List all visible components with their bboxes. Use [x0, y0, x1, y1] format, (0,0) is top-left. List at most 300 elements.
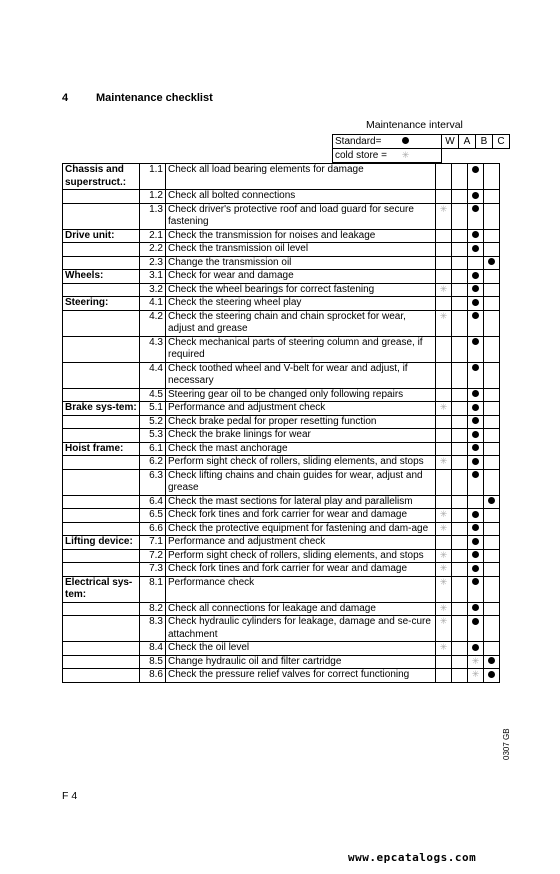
interval-cell-a [452, 297, 468, 311]
table-row [63, 297, 500, 311]
interval-cell-c [484, 495, 500, 509]
interval-cell-b [468, 297, 484, 311]
cold-store-star-icon: ✳ [439, 310, 448, 321]
group-label [63, 243, 140, 257]
interval-cell-a [452, 549, 468, 563]
interval-cell-c [484, 256, 500, 270]
item-text: Check mechanical parts of steering column and grease, if required [166, 336, 436, 362]
table-row [63, 563, 500, 577]
interval-cell-c [484, 469, 500, 495]
interval-cell-b [468, 456, 484, 470]
interval-cell-c [484, 283, 500, 297]
interval-cell-b [468, 469, 484, 495]
interval-cell-w [436, 310, 452, 336]
table-row [63, 442, 500, 456]
table-row [63, 576, 500, 602]
interval-cell-c [484, 310, 500, 336]
interval-cell-a [452, 270, 468, 284]
interval-cell-w [436, 270, 452, 284]
interval-cell-c [484, 190, 500, 204]
item-text: Steering gear oil to be changed only following repairs [166, 388, 436, 402]
interval-cell-c [484, 388, 500, 402]
interval-cell-b [468, 655, 484, 669]
interval-cell-b [468, 669, 484, 683]
interval-cell-a [452, 495, 468, 509]
interval-cell-c [484, 442, 500, 456]
interval-cell-b [468, 563, 484, 577]
standard-dot-icon [472, 166, 479, 173]
interval-cell-b [468, 270, 484, 284]
item-number: 1.2 [140, 190, 166, 204]
standard-dot-icon [472, 192, 479, 199]
interval-cell-w [436, 229, 452, 243]
section-number: 4 [62, 92, 69, 104]
interval-cell-w [436, 509, 452, 523]
interval-cell-b [468, 429, 484, 443]
interval-cell-c [484, 362, 500, 388]
item-text: Check for wear and damage [166, 270, 436, 284]
interval-cell-c [484, 402, 500, 416]
item-text: Performance and adjustment check [166, 536, 436, 550]
interval-cell-c [484, 415, 500, 429]
interval-cell-a [452, 456, 468, 470]
table-row [63, 283, 500, 297]
group-label [63, 549, 140, 563]
table-row [63, 495, 500, 509]
standard-dot-icon [472, 390, 479, 397]
interval-cell-b [468, 576, 484, 602]
cold-store-star-icon: ✳ [439, 549, 448, 560]
interval-cell-a [452, 602, 468, 616]
group-label [63, 283, 140, 297]
table-row [63, 270, 500, 284]
standard-dot-icon [472, 524, 479, 531]
interval-cell-c [484, 602, 500, 616]
interval-cell-w [436, 456, 452, 470]
interval-cell-b [468, 190, 484, 204]
table-row [63, 362, 500, 388]
group-label: Electrical sys-tem: [63, 576, 140, 602]
interval-cell-a [452, 522, 468, 536]
interval-cell-c [484, 536, 500, 550]
item-number: 7.1 [140, 536, 166, 550]
item-text: Check the steering wheel play [166, 297, 436, 311]
col-b: B [476, 135, 493, 149]
item-number: 8.3 [140, 616, 166, 642]
interval-cell-w [436, 283, 452, 297]
table-row [63, 642, 500, 656]
interval-cell-a [452, 203, 468, 229]
group-label: Wheels: [63, 270, 140, 284]
item-number: 4.3 [140, 336, 166, 362]
group-label [63, 602, 140, 616]
maintenance-interval-label: Maintenance interval [366, 119, 463, 131]
group-label [63, 522, 140, 536]
item-text: Perform sight check of rollers, sliding elements, and stops [166, 549, 436, 563]
item-number: 5.2 [140, 415, 166, 429]
item-number: 2.1 [140, 229, 166, 243]
item-text: Perform sight check of rollers, sliding elements, and stops [166, 456, 436, 470]
item-text: Check driver's protective roof and load guard for secure fastening [166, 203, 436, 229]
item-number: 6.1 [140, 442, 166, 456]
group-label [63, 669, 140, 683]
page-number: F 4 [62, 790, 78, 802]
interval-cell-a [452, 229, 468, 243]
standard-dot-icon [472, 444, 479, 451]
interval-cell-w [436, 190, 452, 204]
interval-cell-b [468, 164, 484, 190]
standard-dot-icon [488, 657, 495, 664]
cold-store-star-icon: ✳ [439, 602, 448, 613]
interval-cell-w [436, 402, 452, 416]
item-number: 5.3 [140, 429, 166, 443]
item-text: Check toothed wheel and V-belt for wear and adjust, if necessary [166, 362, 436, 388]
standard-dot-icon [472, 431, 479, 438]
interval-cell-a [452, 256, 468, 270]
item-text: Performance check [166, 576, 436, 602]
item-text: Check the mast anchorage [166, 442, 436, 456]
cold-store-label: cold store = [335, 149, 387, 161]
interval-cell-w [436, 388, 452, 402]
interval-cell-b [468, 388, 484, 402]
item-number: 6.6 [140, 522, 166, 536]
interval-cell-c [484, 229, 500, 243]
table-row [63, 655, 500, 669]
item-number: 2.2 [140, 243, 166, 257]
interval-cell-c [484, 616, 500, 642]
group-label [63, 203, 140, 229]
interval-cell-w [436, 522, 452, 536]
table-row [63, 456, 500, 470]
interval-cell-w [436, 576, 452, 602]
interval-cell-a [452, 190, 468, 204]
table-row [63, 203, 500, 229]
cold-store-star-icon: ✳ [439, 576, 448, 587]
interval-cell-b [468, 283, 484, 297]
interval-cell-c [484, 164, 500, 190]
standard-dot-icon [472, 644, 479, 651]
interval-cell-b [468, 415, 484, 429]
group-label [63, 509, 140, 523]
group-label: Chassis and superstruct.: [63, 164, 140, 190]
legend-header [332, 134, 510, 163]
item-text: Check brake pedal for proper resetting function [166, 415, 436, 429]
item-text: Check the wheel bearings for correct fastening [166, 283, 436, 297]
interval-cell-w [436, 297, 452, 311]
standard-dot-icon [472, 364, 479, 371]
item-number: 7.2 [140, 549, 166, 563]
cold-store-star-icon: ✳ [439, 616, 448, 626]
cold-store-star-icon: ✳ [439, 522, 448, 533]
table-row [63, 388, 500, 402]
standard-dot-icon [472, 338, 479, 345]
interval-cell-w [436, 549, 452, 563]
group-label [63, 456, 140, 470]
standard-dot-icon [472, 538, 479, 545]
item-number: 8.4 [140, 642, 166, 656]
col-c: C [493, 135, 510, 149]
item-number: 8.6 [140, 669, 166, 683]
table-row [63, 402, 500, 416]
item-text: Check the pressure relief valves for correct functioning [166, 669, 436, 683]
watermark: www.epcatalogs.com [348, 851, 477, 864]
interval-cell-a [452, 402, 468, 416]
item-number: 8.2 [140, 602, 166, 616]
table-row [63, 429, 500, 443]
cold-store-star-icon: ✳ [439, 283, 448, 294]
item-number: 6.5 [140, 509, 166, 523]
interval-cell-b [468, 536, 484, 550]
group-label [63, 310, 140, 336]
item-text: Change the transmission oil [166, 256, 436, 270]
interval-cell-b [468, 243, 484, 257]
cold-store-legend [333, 149, 442, 163]
interval-cell-c [484, 576, 500, 602]
interval-cell-a [452, 243, 468, 257]
interval-cell-c [484, 642, 500, 656]
interval-cell-b [468, 402, 484, 416]
table-row [63, 310, 500, 336]
interval-cell-b [468, 310, 484, 336]
table-row [63, 336, 500, 362]
standard-dot-icon [472, 511, 479, 518]
checklist-table [62, 163, 500, 683]
interval-cell-a [452, 442, 468, 456]
interval-cell-c [484, 270, 500, 284]
item-number: 4.5 [140, 388, 166, 402]
standard-dot-icon [472, 458, 479, 465]
interval-cell-b [468, 522, 484, 536]
standard-dot-icon [472, 565, 479, 572]
interval-cell-w [436, 336, 452, 362]
interval-cell-w [436, 256, 452, 270]
interval-cell-w [436, 429, 452, 443]
interval-cell-w [436, 495, 452, 509]
item-number: 4.1 [140, 297, 166, 311]
table-row [63, 536, 500, 550]
item-number: 3.1 [140, 270, 166, 284]
interval-cell-c [484, 655, 500, 669]
interval-cell-w [436, 563, 452, 577]
item-number: 6.2 [140, 456, 166, 470]
group-label [63, 642, 140, 656]
item-text: Check hydraulic cylinders for leakage, damage and se-cure attachment [166, 616, 436, 642]
interval-cell-w [436, 469, 452, 495]
group-label [63, 336, 140, 362]
group-label [63, 256, 140, 270]
group-label [63, 429, 140, 443]
interval-cell-b [468, 616, 484, 642]
standard-dot-icon [472, 417, 479, 424]
interval-cell-b [468, 549, 484, 563]
group-label [63, 495, 140, 509]
standard-dot-icon [472, 245, 479, 252]
item-text: Check the mast sections for lateral play and parallelism [166, 495, 436, 509]
interval-cell-a [452, 563, 468, 577]
interval-cell-w [436, 164, 452, 190]
interval-cell-c [484, 429, 500, 443]
interval-cell-w [436, 616, 452, 642]
interval-cell-c [484, 669, 500, 683]
table-row [63, 243, 500, 257]
item-text: Check all bolted connections [166, 190, 436, 204]
table-row [63, 164, 500, 190]
interval-cell-w [436, 602, 452, 616]
cold-store-star-icon: ✳ [439, 642, 448, 652]
interval-cell-a [452, 388, 468, 402]
group-label [63, 415, 140, 429]
cold-store-star-icon: ✳ [439, 402, 448, 412]
standard-dot-icon [472, 299, 479, 306]
document-code: 0307 GB [502, 728, 511, 760]
item-number: 2.3 [140, 256, 166, 270]
interval-cell-c [484, 297, 500, 311]
interval-cell-b [468, 229, 484, 243]
interval-cell-a [452, 616, 468, 642]
cold-store-star-icon: ✳ [401, 149, 410, 160]
table-row [63, 190, 500, 204]
interval-cell-a [452, 655, 468, 669]
item-text: Check the oil level [166, 642, 436, 656]
interval-cell-a [452, 362, 468, 388]
interval-cell-w [436, 442, 452, 456]
interval-cell-w [436, 362, 452, 388]
interval-cell-b [468, 509, 484, 523]
group-label: Lifting device: [63, 536, 140, 550]
group-label: Steering: [63, 297, 140, 311]
cold-store-star-icon: ✳ [471, 669, 480, 679]
interval-cell-c [484, 456, 500, 470]
cold-store-star-icon: ✳ [439, 563, 448, 573]
cold-store-star-icon: ✳ [439, 456, 448, 466]
group-label [63, 655, 140, 669]
standard-dot-icon [472, 471, 479, 478]
interval-cell-a [452, 164, 468, 190]
table-row [63, 669, 500, 683]
interval-cell-c [484, 336, 500, 362]
cold-store-star-icon: ✳ [439, 509, 448, 519]
interval-cell-b [468, 602, 484, 616]
table-row [63, 256, 500, 270]
standard-dot-icon [472, 272, 479, 279]
group-label: Brake sys-tem: [63, 402, 140, 416]
table-row [63, 549, 500, 563]
item-text: Check the transmission for noises and leakage [166, 229, 436, 243]
table-row [63, 469, 500, 495]
item-text: Check fork tines and fork carrier for wear and damage [166, 563, 436, 577]
cold-store-star-icon: ✳ [471, 655, 480, 666]
interval-cell-a [452, 283, 468, 297]
interval-cell-w [436, 243, 452, 257]
interval-cell-a [452, 310, 468, 336]
table-row [63, 415, 500, 429]
interval-cell-c [484, 509, 500, 523]
interval-cell-w [436, 203, 452, 229]
standard-dot-icon [472, 618, 479, 625]
col-w: W [442, 135, 459, 149]
item-text: Check the steering chain and chain sprocket for wear, adjust and grease [166, 310, 436, 336]
interval-cell-b [468, 442, 484, 456]
standard-dot-icon [472, 312, 479, 319]
interval-cell-w [436, 415, 452, 429]
interval-cell-b [468, 642, 484, 656]
standard-dot-icon [472, 551, 479, 558]
group-label [63, 362, 140, 388]
interval-cell-w [436, 655, 452, 669]
item-text: Check fork tines and fork carrier for wear and damage [166, 509, 436, 523]
group-label: Drive unit: [63, 229, 140, 243]
item-text: Check lifting chains and chain guides for wear, adjust and grease [166, 469, 436, 495]
group-label [63, 190, 140, 204]
section-title: Maintenance checklist [96, 92, 213, 104]
interval-cell-a [452, 469, 468, 495]
item-number: 5.1 [140, 402, 166, 416]
item-number: 7.3 [140, 563, 166, 577]
item-number: 8.1 [140, 576, 166, 602]
standard-dot-icon [488, 258, 495, 265]
item-number: 6.3 [140, 469, 166, 495]
section-heading [62, 92, 213, 104]
item-number: 8.5 [140, 655, 166, 669]
item-number: 4.2 [140, 310, 166, 336]
interval-cell-b [468, 256, 484, 270]
standard-dot-icon [472, 285, 479, 292]
item-text: Check the transmission oil level [166, 243, 436, 257]
group-label: Hoist frame: [63, 442, 140, 456]
standard-label: Standard= [335, 135, 382, 147]
interval-cell-c [484, 243, 500, 257]
standard-dot-icon [488, 671, 495, 678]
interval-cell-a [452, 429, 468, 443]
interval-cell-a [452, 415, 468, 429]
interval-cell-a [452, 642, 468, 656]
item-number: 1.1 [140, 164, 166, 190]
standard-dot-icon [472, 604, 479, 611]
table-row [63, 509, 500, 523]
table-row [63, 602, 500, 616]
standard-dot-icon [472, 205, 479, 212]
interval-cell-a [452, 336, 468, 362]
interval-cell-w [436, 536, 452, 550]
interval-cell-c [484, 563, 500, 577]
interval-cell-w [436, 669, 452, 683]
standard-legend [333, 135, 442, 149]
item-text: Check all connections for leakage and damage [166, 602, 436, 616]
interval-cell-b [468, 336, 484, 362]
item-number: 4.4 [140, 362, 166, 388]
item-text: Performance and adjustment check [166, 402, 436, 416]
standard-dot-icon [488, 497, 495, 504]
standard-dot-icon [472, 404, 479, 411]
interval-cell-b [468, 362, 484, 388]
item-number: 3.2 [140, 283, 166, 297]
interval-cell-c [484, 549, 500, 563]
interval-cell-c [484, 203, 500, 229]
interval-cell-c [484, 522, 500, 536]
table-row [63, 229, 500, 243]
table-row [63, 522, 500, 536]
group-label [63, 616, 140, 642]
cold-store-star-icon: ✳ [439, 203, 448, 214]
interval-cell-a [452, 669, 468, 683]
standard-dot-icon [472, 578, 479, 585]
interval-cell-a [452, 576, 468, 602]
item-number: 1.3 [140, 203, 166, 229]
interval-cell-b [468, 495, 484, 509]
item-text: Change hydraulic oil and filter cartridge [166, 655, 436, 669]
item-text: Check the brake linings for wear [166, 429, 436, 443]
item-text: Check the protective equipment for fastening and dam-age [166, 522, 436, 536]
